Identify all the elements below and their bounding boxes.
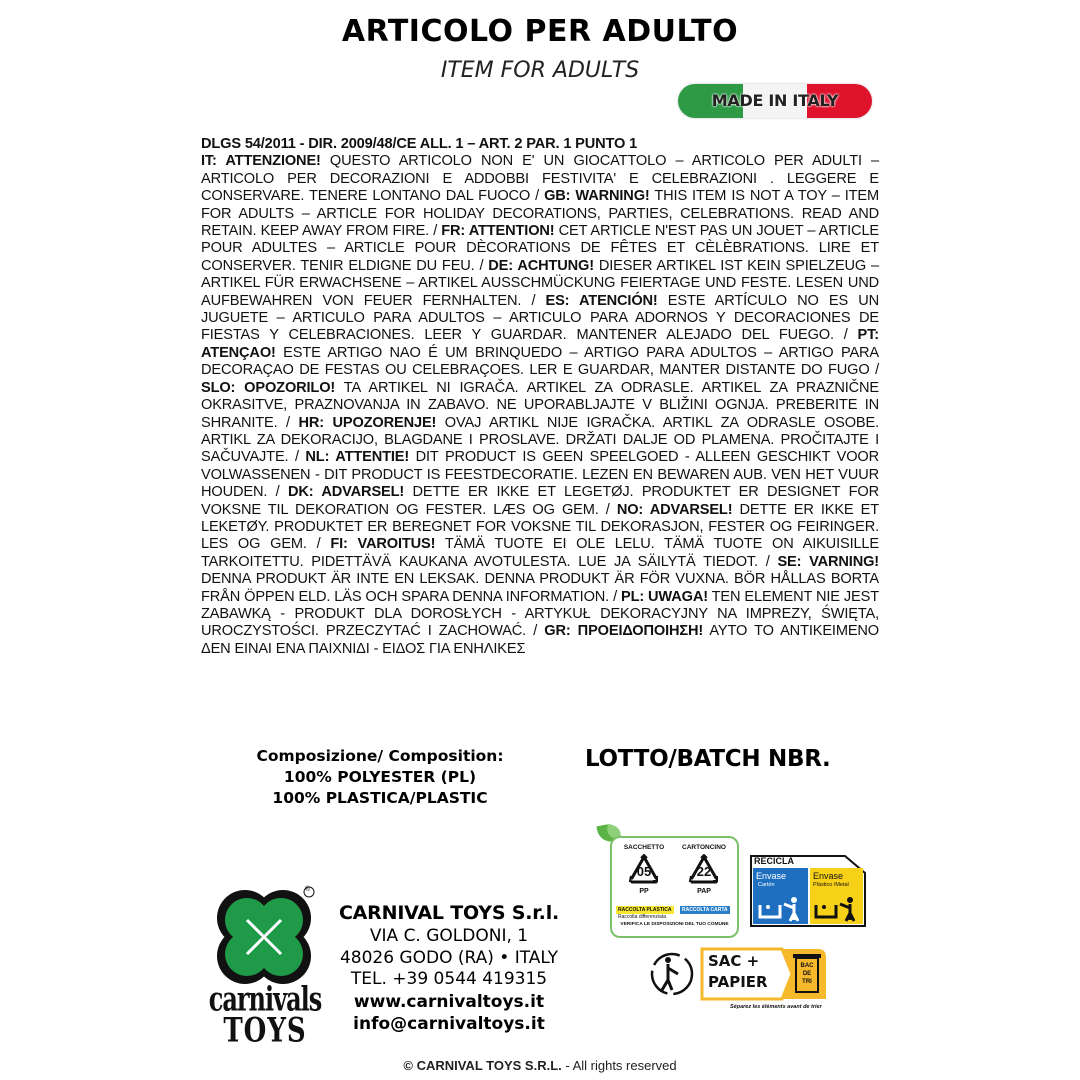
warning-heading: HR: UPOZORENJE! — [298, 414, 437, 431]
composition-line-polyester: 100% POLYESTER (PL) — [283, 768, 477, 786]
made-in-italy-label: MADE IN ITALY — [711, 91, 839, 110]
recycling-category-bag: SACCHETTO — [623, 844, 665, 851]
warning-heading: SE: VARNING! — [777, 553, 879, 570]
warning-text: DETTE ER IKKE ET LEGETØJ. PRODUKTET ER DESIGNET FOR VOKSNE TIL DEKORATION OG FESTER. LÆS OG GEM. / — [201, 484, 879, 518]
company-email-link[interactable]: info@carnivaltoys.it — [353, 1013, 545, 1034]
plastic-collection-tag: RACCOLTA PLASTICA — [618, 907, 672, 913]
spanish-recycling-label — [750, 855, 866, 927]
logo-wordmark-top: carnivals — [208, 978, 322, 1019]
warning-heading: DK: ADVARSEL! — [288, 484, 405, 501]
registered-mark: ® — [305, 886, 311, 893]
warning-text: CET ARTICLE N'EST PAS UN JOUET – ARTICLE POUR ADULTES – ARTICLE POUR DÈCORATIONS DE FÊTES ET CÈLÈBRATIONS. LIRE ET CONSERVER. TENIR ELDIGNE DU FEU. / — [201, 223, 879, 274]
company-phone: TEL. +39 0544 419315 — [350, 969, 548, 989]
plastic-collection-subtag: Raccolta differenziata — [618, 914, 666, 920]
warning-text: OVAJ ARTIKL NIJE IGRAČKA. ARTIKL ZA ODRASLE OSOBE. ARTIKL ZA DEKORACIJO, BLAGDANE I PROSLAVE. DRŽATI DALJE OD PLAMENA. PROČITAJTE I SAČUVAJTE. / — [201, 414, 879, 466]
envase-plastic-sub: Plástico /Metal — [813, 882, 849, 888]
warning-heading: FI: VAROITUS! — [330, 536, 436, 553]
copyright-footer — [0, 1058, 1080, 1073]
warning-heading: GB: WARNING! — [544, 188, 650, 205]
warning-text: DIESER ARTIKEL IST KEIN SPIELZEUG – ARTIKEL FÜR ERWACHSENE – ARTIKEL AUSSCHMÜCKUNG FEIERTAGE UND FESTE. LESEN UND AUFBEWAHREN VON FEUER FERNHALTEN. / — [201, 257, 879, 309]
bac-de-tri-label: BAC DE TRI — [800, 963, 814, 985]
sac-label: SAC + — [708, 952, 760, 970]
warning-heading: PL: UWAGA! — [620, 588, 708, 605]
warning-text: TÄMÄ TUOTE EI OLE LELU. TÄMÄ TUOTE ON AIKUISILLE TARKOITETTU. PIDETTÄVÄ KAUKANA AVOTULESTA. LUE JA SÄILYTÄ TIEDOT. / — [201, 536, 879, 570]
recycle-triangle-icon — [684, 854, 724, 888]
envase-plastic-title: Envase — [813, 871, 844, 881]
batch-number-label: LOTTO/BATCH NBR. — [585, 746, 831, 772]
warning-text: DETTE ER IKKE ET LEKETØY. PRODUKTET ER BEREGNET FOR VOKSNE TIL DEKORASJON, FESTER OG FEIRINGER. LES OG GEM. / — [201, 501, 879, 553]
envase-carton-sub: Cartón — [758, 882, 775, 888]
warning-heading: PT: ATENÇAO! — [201, 327, 879, 361]
italian-recycling-label — [610, 836, 739, 938]
warning-text: QUESTO ARTICOLO NON E' UN GIOCATTOLO – ARTICOLO PER ADULTI – ARTICOLO PER DECORAZIONI E ADDOBBI FESTIVITA' E CELEBRAZIONI . LEGGERE E CONSERVARE. TENERE LONTANO DAL FUOCO / — [201, 153, 879, 205]
composition-line-plastic: 100% PLASTICA/PLASTIC — [272, 789, 488, 807]
made-in-italy-badge — [678, 84, 872, 118]
resin-code-pp: 05 — [636, 864, 652, 879]
envase-carton-title: Envase — [756, 871, 787, 881]
warning-heading: IT: ATTENZIONE! — [201, 153, 321, 170]
recycling-column-carton — [674, 844, 734, 895]
legal-reference: DLGS 54/2011 - DIR. 2009/48/CE ALL. 1 – ART. 2 PAR. 1 PUNTO 1 — [201, 136, 638, 152]
warning-heading: DE: ACHTUNG! — [488, 257, 594, 274]
four-leaf-clover-icon — [217, 890, 311, 984]
warning-text: THIS ITEM IS NOT A TOY – ITEM FOR ADULTS – ARTICLE FOR HOLIDAY DECORATIONS, PARTIES, CELEBRATIONS. READ AND RETAIN. KEEP AWAY FROM FIRE. / — [201, 188, 880, 240]
warning-heading: FR: ATTENTION! — [441, 223, 555, 240]
warning-text: ESTE ARTIGO NAO É UM BRINQUEDO – ARTIGO PARA ADULTOS – ARTIGO PARA DECORAÇAO DE FESTAS OU CELEBRAÇOES. LER E GUARDAR, MANTER DISTANTE DO FUGO / — [201, 344, 879, 379]
warning-text: TEN ELEMENT NIE JEST ZABAWKĄ - PRODUKT DLA DOROSŁYCH - ARTYKUŁ DEKORACYJNY NA IMPREZY, ŚWIĘTA, UROCZYSTOŚCI. PRZECZYTAĆ I ZACHOWAĆ. / — [201, 588, 879, 640]
warning-text: DIT PRODUCT IS GEEN SPEELGOED - ALLEEN GESCHIKT VOOR VOLWASSENEN - DIT PRODUCT IS FEESTDECORATIE. LEZEN EN BEWAREN AUB. VEN HET VUUR HOUDEN. / — [201, 449, 879, 501]
warning-heading: ES: ATENCIÓN! — [545, 292, 658, 309]
recycling-note: VERIFICA LE DISPOSIZIONI DEL TUO COMUNE — [620, 922, 729, 927]
recycling-column-bag — [614, 844, 674, 895]
copyright-brand: © CARNIVAL TOYS S.R.L. — [403, 1058, 562, 1073]
warning-text: TA ARTIKEL NI IGRAČA. ARTIKEL ZA ODRASLE. ARTIKEL ZA PRAZNIČNE OKRASITVE, PRAZNOVANJA IN ZABAVO. NE UPORABLJAJTE V BLIŽINI OGNJA. PREBERITE IN SHRANITE. / — [201, 379, 880, 431]
company-name: CARNIVAL TOYS S.r.l. — [338, 902, 560, 924]
warning-text: ESTE ARTÍCULO NO ES UN JUGUETE – ARTICULO PARA ADULTOS – ARTICULO PARA ADORNOS Y DECORACIONES DE FIESTAS Y CELEBRACIONES. LEER Y GUARDAR. MANTENER ALEJADO DEL FUEGO. / — [201, 292, 879, 344]
company-city: 48026 GODO (RA) • ITALY — [339, 947, 559, 968]
composition-block — [220, 746, 540, 809]
legal-warning-text — [201, 136, 879, 658]
warning-text: DENNA PRODUKT ÄR INTE EN LEKSAK. DENNA PRODUKT ÄR FÖR VUXNA. BÖR HÅLLAS BORTA FRÅN ÖPPEN ELD. LÄS OCH SPARA DENNA INFORMATION. / — [201, 571, 879, 605]
company-street: VIA C. GOLDONI, 1 — [369, 926, 529, 946]
warning-heading: NL: ATTENTIE! — [305, 449, 410, 466]
warning-heading: NO: ADVARSEL! — [616, 501, 733, 518]
page-subtitle: ITEM FOR ADULTS — [440, 58, 640, 83]
page-title: ARTICOLO PER ADULTO — [341, 14, 739, 49]
warning-heading: GR: ΠΡΟΕΙΔΟΠΟΙΗΣΗ! — [544, 623, 704, 640]
material-pap: PAP — [697, 888, 711, 895]
carnival-toys-logo — [205, 880, 325, 1050]
papier-label: PAPIER — [708, 973, 768, 991]
multilingual-warnings — [201, 153, 879, 656]
company-address-block — [334, 901, 564, 1035]
logo-wordmark-bottom: TOYS — [223, 1011, 307, 1051]
composition-heading: Composizione/ Composition: — [256, 747, 504, 765]
recycling-category-carton: CARTONCINO — [682, 844, 726, 851]
french-triman-label — [650, 946, 830, 1016]
material-pp: PP — [639, 888, 649, 895]
triman-note: Séparez les éléments avant de trier — [730, 1004, 822, 1010]
company-website-link[interactable]: www.carnivaltoys.it — [353, 991, 545, 1012]
recicla-header: RECICLA — [754, 856, 794, 866]
resin-code-pap: 22 — [696, 864, 712, 879]
copyright-rest: - All rights reserved — [561, 1058, 677, 1073]
paper-collection-tag: RACCOLTA CARTA — [682, 907, 728, 913]
warning-text: ΑΥΤΟ ΤΟ ΑΝΤΙΚΕΙΜΕΝΟ ΔΕΝ ΕΙΝΑΙ ΕΝΑ ΠΑΙΧΝΙΔΙ - ΕΙΔΟΣ ΓΙΑ ΕΝΗΛΙΚΕΣ — [201, 623, 879, 657]
recycle-triangle-icon — [624, 854, 664, 888]
warning-heading: SLO: OPOZORILO! — [201, 379, 336, 396]
